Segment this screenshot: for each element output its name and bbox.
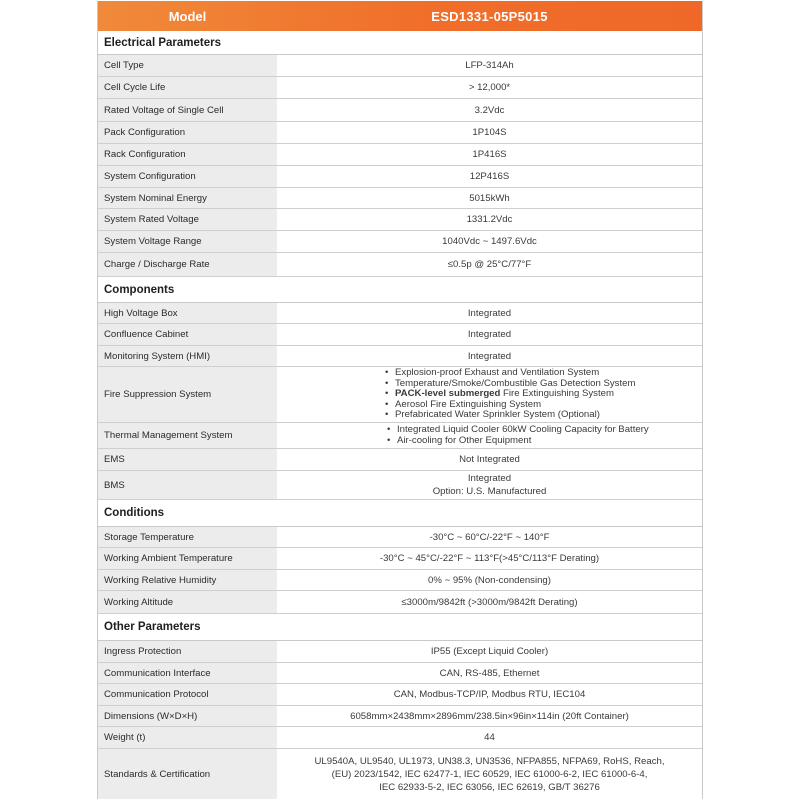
row-value: Integrated [467,329,512,340]
row-label: Pack Configuration [98,122,277,143]
table-row [98,663,702,684]
row-label: System Nominal Energy [98,188,277,208]
table-row [98,209,702,231]
table-row [98,77,702,99]
row-label: Dimensions (W×D×H) [98,706,277,726]
bms-line-1: Integrated [467,473,512,484]
row-value: Integrated [467,350,512,362]
row-value [277,749,702,799]
table-row [98,367,702,423]
row-value: 1P104S [472,127,507,138]
row-value: -30°C ~ 45°C/-22°F ~ 113°F(>45°C/113°F Derating) [379,553,600,564]
row-value [277,367,702,422]
table-row [98,324,702,346]
row-value: 1P416S [472,149,507,160]
row-label: Working Relative Humidity [98,570,277,590]
table-row [98,548,702,570]
row-label: Communication Interface [98,663,277,683]
table-row [98,346,702,367]
list-item: • Air-cooling for Other Equipment [387,436,649,447]
table-row [98,231,702,253]
model-label: Model [168,8,207,24]
table-row [98,423,702,449]
row-value [277,471,702,499]
table-header [98,1,702,31]
row-label: High Voltage Box [98,303,277,323]
row-label: Communication Protocol [98,684,277,705]
row-label: EMS [98,449,277,470]
row-value: CAN, Modbus-TCP/IP, Modbus RTU, IEC104 [393,689,586,700]
section-title-components: Components [98,277,702,303]
row-value: 0% ~ 95% (Non-condensing) [428,574,551,586]
row-label: Thermal Management System [98,423,277,448]
table-row [98,749,702,799]
row-value: 1331.2Vdc [466,214,513,225]
row-value: 12P416S [469,171,510,182]
row-value: 6058mm×2438mm×2896mm/238.5in×96in×114in (20ft Container) [350,710,629,722]
table-row [98,303,702,324]
row-label: Storage Temperature [98,527,277,547]
table-row [98,527,702,548]
row-label: Cell Cycle Life [98,77,277,98]
bms-line-2: Option: U.S. Manufactured [432,486,547,497]
standards-line-2: (EU) 2023/1542, IEC 62477-1, IEC 60529, IEC 61000-6-2, IEC 61000-6-4, [331,768,648,780]
row-value: -30°C ~ 60°C/-22°F ~ 140°F [429,531,550,543]
row-label: Fire Suppression System [98,367,277,422]
section-title-other: Other Parameters [98,614,702,641]
table-row [98,99,702,122]
table-row [98,471,702,500]
table-row [98,706,702,727]
section-title-electrical: Electrical Parameters [98,31,702,55]
table-row [98,253,702,277]
table-row [98,591,702,614]
row-label: BMS [98,471,277,499]
row-label: Weight (t) [98,727,277,748]
table-row [98,570,702,591]
model-value: ESD1331-05P5015 [431,8,548,24]
row-value: CAN, RS-485, Ethernet [439,667,540,679]
row-label: Ingress Protection [98,641,277,662]
table-row [98,166,702,188]
row-label: Charge / Discharge Rate [98,253,277,276]
row-value: Integrated [467,307,512,319]
row-value: IP55 (Except Liquid Cooler) [430,646,549,657]
bold-text: PACK-level submerged [395,388,501,400]
row-value: 1040Vdc ~ 1497.6Vdc [442,236,537,247]
list-item-text: Fire Extinguishing System [500,388,614,400]
section-title-conditions: Conditions [98,500,702,527]
row-label: Cell Type [98,55,277,76]
list-item: • Prefabricated Water Sprinkler System (Optional) [385,410,635,421]
table-row [98,188,702,209]
row-label: System Voltage Range [98,231,277,252]
list-item: • Aerosol Fire Extinguishing System [385,400,635,411]
row-value: 44 [484,732,495,743]
standards-line-1: UL9540A, UL9540, UL1973, UN38.3, UN3536, NFPA855, NFPA69, RoHS, Reach, [314,755,665,767]
list-item: • Integrated Liquid Cooler 60kW Cooling Capacity for Battery [387,425,649,436]
table-row [98,144,702,166]
row-value: ≤3000m/9842ft (>3000m/9842ft Derating) [401,596,578,608]
table-row [98,122,702,144]
list-item: • Explosion-proof Exhaust and Ventilation System [385,368,635,379]
fire-suppression-list [385,368,635,421]
table-row [98,449,702,471]
row-value: > 12,000* [468,82,511,93]
table-row [98,641,702,663]
row-label: Monitoring System (HMI) [98,346,277,366]
row-label: Confluence Cabinet [98,324,277,345]
row-value: 5015kWh [469,192,510,204]
table-row [98,727,702,749]
row-value: ≤0.5p @ 25°C/77°F [447,259,532,270]
row-label: System Rated Voltage [98,209,277,230]
row-value: 3.2Vdc [474,104,505,116]
row-label: Working Altitude [98,591,277,613]
row-value: Not Integrated [459,454,520,465]
row-label: Standards & Certification [98,749,277,799]
row-value [277,423,702,448]
spec-sheet [97,1,703,799]
row-label: System Configuration [98,166,277,187]
table-row [98,55,702,77]
row-label: Rack Configuration [98,144,277,165]
table-row [98,684,702,706]
row-label: Rated Voltage of Single Cell [98,99,277,121]
list-item: • Temperature/Smoke/Combustible Gas Detection System [385,379,635,390]
row-value: LFP-314Ah [465,60,514,71]
thermal-list [387,425,649,446]
row-label: Working Ambient Temperature [98,548,277,569]
standards-line-3: IEC 62933-5-2, IEC 63056, IEC 62619, GB/T 36276 [379,781,600,793]
